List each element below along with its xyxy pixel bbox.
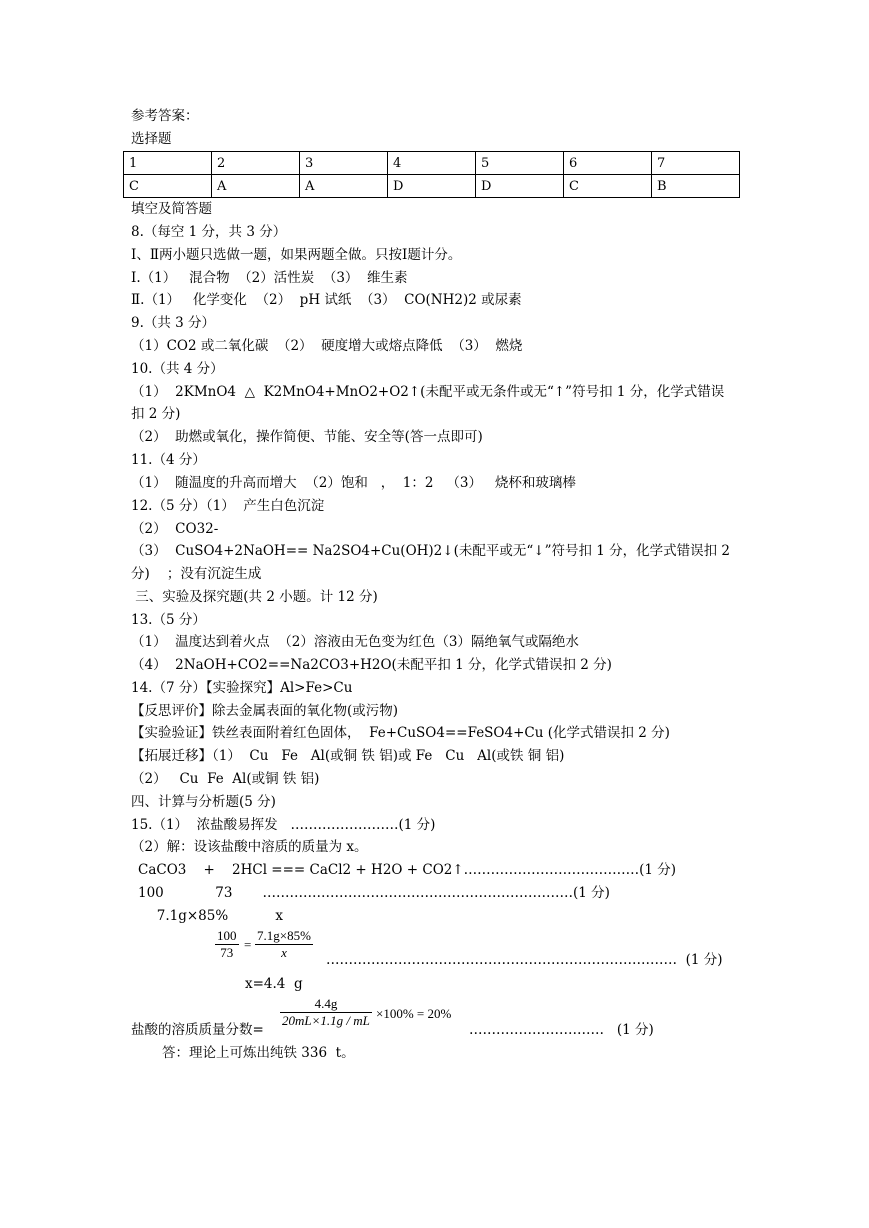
text-line: 四、计算与分析题(5 分) <box>131 794 276 810</box>
text-line: 【实验验证】铁丝表面附着红色固体， Fe+CuSO4==FeSO4+Cu (化学式错误扣 2 分) <box>131 725 670 741</box>
text-line: 14.（7 分）【实验探究】Al>Fe>Cu <box>131 680 353 696</box>
table-cell: 1 <box>124 152 212 175</box>
table-cell: 5 <box>476 152 564 175</box>
table-cell: 6 <box>564 152 652 175</box>
text-line: Ⅰ、Ⅱ两小题只选做一题，如果两题全做。只按Ⅰ题计分。 <box>131 247 462 263</box>
table-cell: 7 <box>652 152 740 175</box>
text-line: （1） 温度达到着火点 （2）溶液由无色变为红色（3）隔绝氧气或隔绝水 <box>131 634 579 650</box>
denominator: 73 <box>220 945 234 960</box>
text-line: 分) ；没有沉淀生成 <box>131 566 262 582</box>
percent-result: ×100% = 20% <box>376 1006 452 1021</box>
denominator: 20mL×1.1g / mL <box>282 1013 370 1028</box>
text-line: （2） Cu Fe Al(或铜 铁 铝) <box>131 771 320 787</box>
text-line: 13.（5 分） <box>131 612 206 628</box>
table-cell: 3 <box>300 152 388 175</box>
fraction-label: 盐酸的溶质质量分数= <box>131 1022 264 1038</box>
mc-section-title: 选择题 <box>131 131 172 147</box>
table-cell: B <box>652 175 740 198</box>
table-cell: D <box>476 175 564 198</box>
table-cell: 2 <box>212 152 300 175</box>
table-cell: A <box>300 175 388 198</box>
text-line: 7.1g×85% x <box>131 908 283 924</box>
score-dots: …………………………………………………………………… (1 分) <box>326 952 723 968</box>
text-line: （3） CuSO4+2NaOH== Na2SO4+Cu(OH)2↓(未配平或无“↓”符号扣 1 分，化学式错误扣 2 <box>131 543 731 559</box>
text-line: 【拓展迁移】（1） Cu Fe Al(或铜 铁 铝)或 Fe Cu Al(或铁 铜 铝) <box>131 748 565 764</box>
text-line: 12.（5 分）（1） 产生白色沉淀 <box>131 498 325 514</box>
text-line: 10.（共 4 分） <box>131 361 224 377</box>
text-line: 11.（4 分） <box>131 452 206 468</box>
denominator: x <box>281 945 287 960</box>
text-line: （4） 2NaOH+CO2==Na2CO3+H2O(未配平扣 1 分，化学式错误扣 2 分) <box>131 657 612 673</box>
table-cell: 4 <box>388 152 476 175</box>
numerator: 7.1g×85% <box>257 928 311 943</box>
text-line: 扣 2 分) <box>131 406 181 422</box>
numerator: 100 <box>217 928 237 943</box>
table-cell: C <box>564 175 652 198</box>
x-result: x=4.4 g <box>245 976 303 992</box>
text-line: 填空及简答题 <box>131 201 212 217</box>
table-row <box>124 152 740 175</box>
text-line: 【反思评价】除去金属表面的氧化物(或污物) <box>131 703 399 719</box>
text-line: （2） 助燃或氧化，操作简便、节能、安全等(答一点即可) <box>131 429 483 445</box>
equals-sign: = <box>244 937 252 952</box>
text-line: 三、实验及探究题(共 2 小题。计 12 分) <box>131 589 378 605</box>
table-cell: C <box>124 175 212 198</box>
final-answer: 答：理论上可炼出纯铁 336 t。 <box>162 1045 355 1061</box>
text-line: （2）解：设该盐酸中溶质的质量为 x。 <box>131 839 368 855</box>
text-line: CaCO3 + 2HCl === CaCl2 + H2O + CO2↑…………………………………(1 分) <box>138 862 677 878</box>
table-cell: D <box>388 175 476 198</box>
fraction-mass <box>255 928 313 961</box>
text-line: 9.（共 3 分） <box>131 315 216 331</box>
mc-answer-table <box>123 151 740 198</box>
text-line: （2） CO32- <box>131 521 219 537</box>
ref-answer-heading: 参考答案： <box>131 108 199 124</box>
fraction-percentage <box>280 996 372 1029</box>
text-line: Ⅰ.（1） 混合物 （2）活性炭 （3） 维生素 <box>131 270 408 286</box>
text-line: （1） 2KMnO4 △ K2MnO4+MnO2+O2↑(未配平或无条件或无“↑”符号扣 1 分，化学式错误 <box>131 384 725 400</box>
fraction-100-73 <box>215 928 239 961</box>
table-cell: A <box>212 175 300 198</box>
score-dots: ………………………… (1 分) <box>469 1022 654 1038</box>
text-line: （1）CO2 或二氧化碳 （2） 硬度增大或熔点降低 （3） 燃烧 <box>131 338 523 354</box>
numerator: 4.4g <box>280 996 372 1013</box>
text-line: 100 73 ……………………………………………………………(1 分) <box>138 885 610 901</box>
table-row <box>124 175 740 198</box>
text-line: 8.（每空 1 分，共 3 分） <box>131 224 287 240</box>
text-line: （1） 随温度的升高而增大 （2）饱和 ， 1：2 （3） 烧杯和玻璃棒 <box>131 475 576 491</box>
text-line: Ⅱ.（1） 化学变化 （2） pH 试纸 （3） CO(NH2)2 或尿素 <box>131 292 522 308</box>
text-line: 15.（1） 浓盐酸易挥发 ……………………(1 分) <box>131 817 436 833</box>
